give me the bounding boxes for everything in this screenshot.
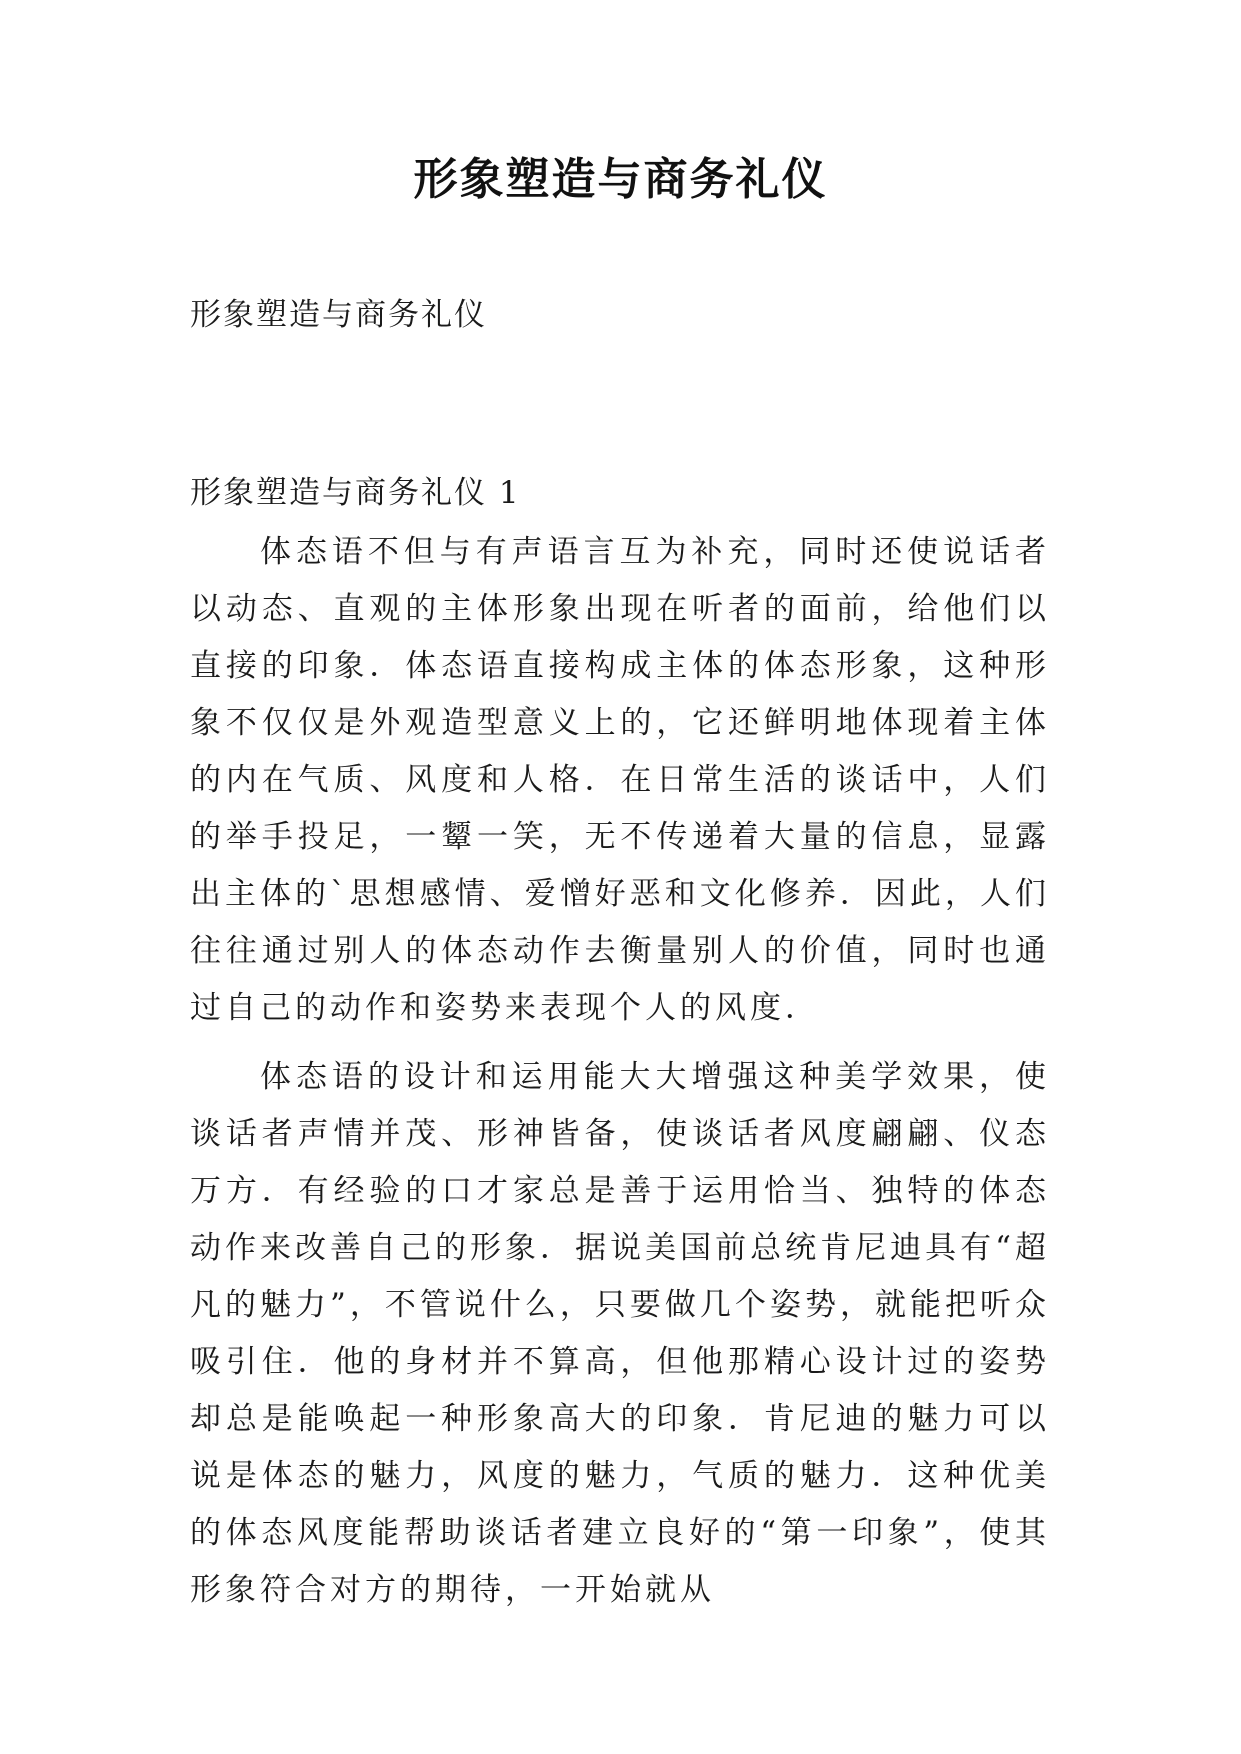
paragraph-2: 体态语的设计和运用能大大增强这种美学效果，使谈话者声情并茂、形神皆备，使谈话者风度翩翩、仪态万方．有经验的口才家总是善于运用恰当、独特的体态动作来改善自己的形象．据说美国前总统肯尼迪具有“超凡的魅力”，不管说什么，只要做几个姿势，就能把听众吸引住．他的身材并不算高，但他那精心设计过的姿势却总是能唤起一种形象高大的印象．肯尼迪的魅力可以说是体态的魅力，风度的魅力，气质的魅力．这种优美的体态风度能帮助谈话者建立良好的“第一印象”，使其形象符合对方的期待，一开始就从 [190,1059,1050,1608]
body-text [190,524,1050,1631]
paragraph-1: 体态语不但与有声语言互为补充，同时还使说话者以动态、直观的主体形象出现在听者的面前，给他们以直接的印象．体态语直接构成主体的体态形象，这种形象不仅仅是外观造型意义上的，它还鲜明地体现着主体的内在气质、风度和人格．在日常生活的谈话中，人们的举手投足，一颦一笑，无不传递着大量的信息，显露出主体的`思想感情、爱憎好恶和文化修养．因此，人们往往通过别人的体态动作去衡量别人的价值，同时也通过自己的动作和姿势来表现个人的风度． [190,534,1050,1026]
document-title: 形象塑造与商务礼仪 [413,154,828,205]
document-subtitle: 形象塑造与商务礼仪 [190,297,487,333]
section-heading: 形象塑造与商务礼仪 1 [190,475,521,511]
